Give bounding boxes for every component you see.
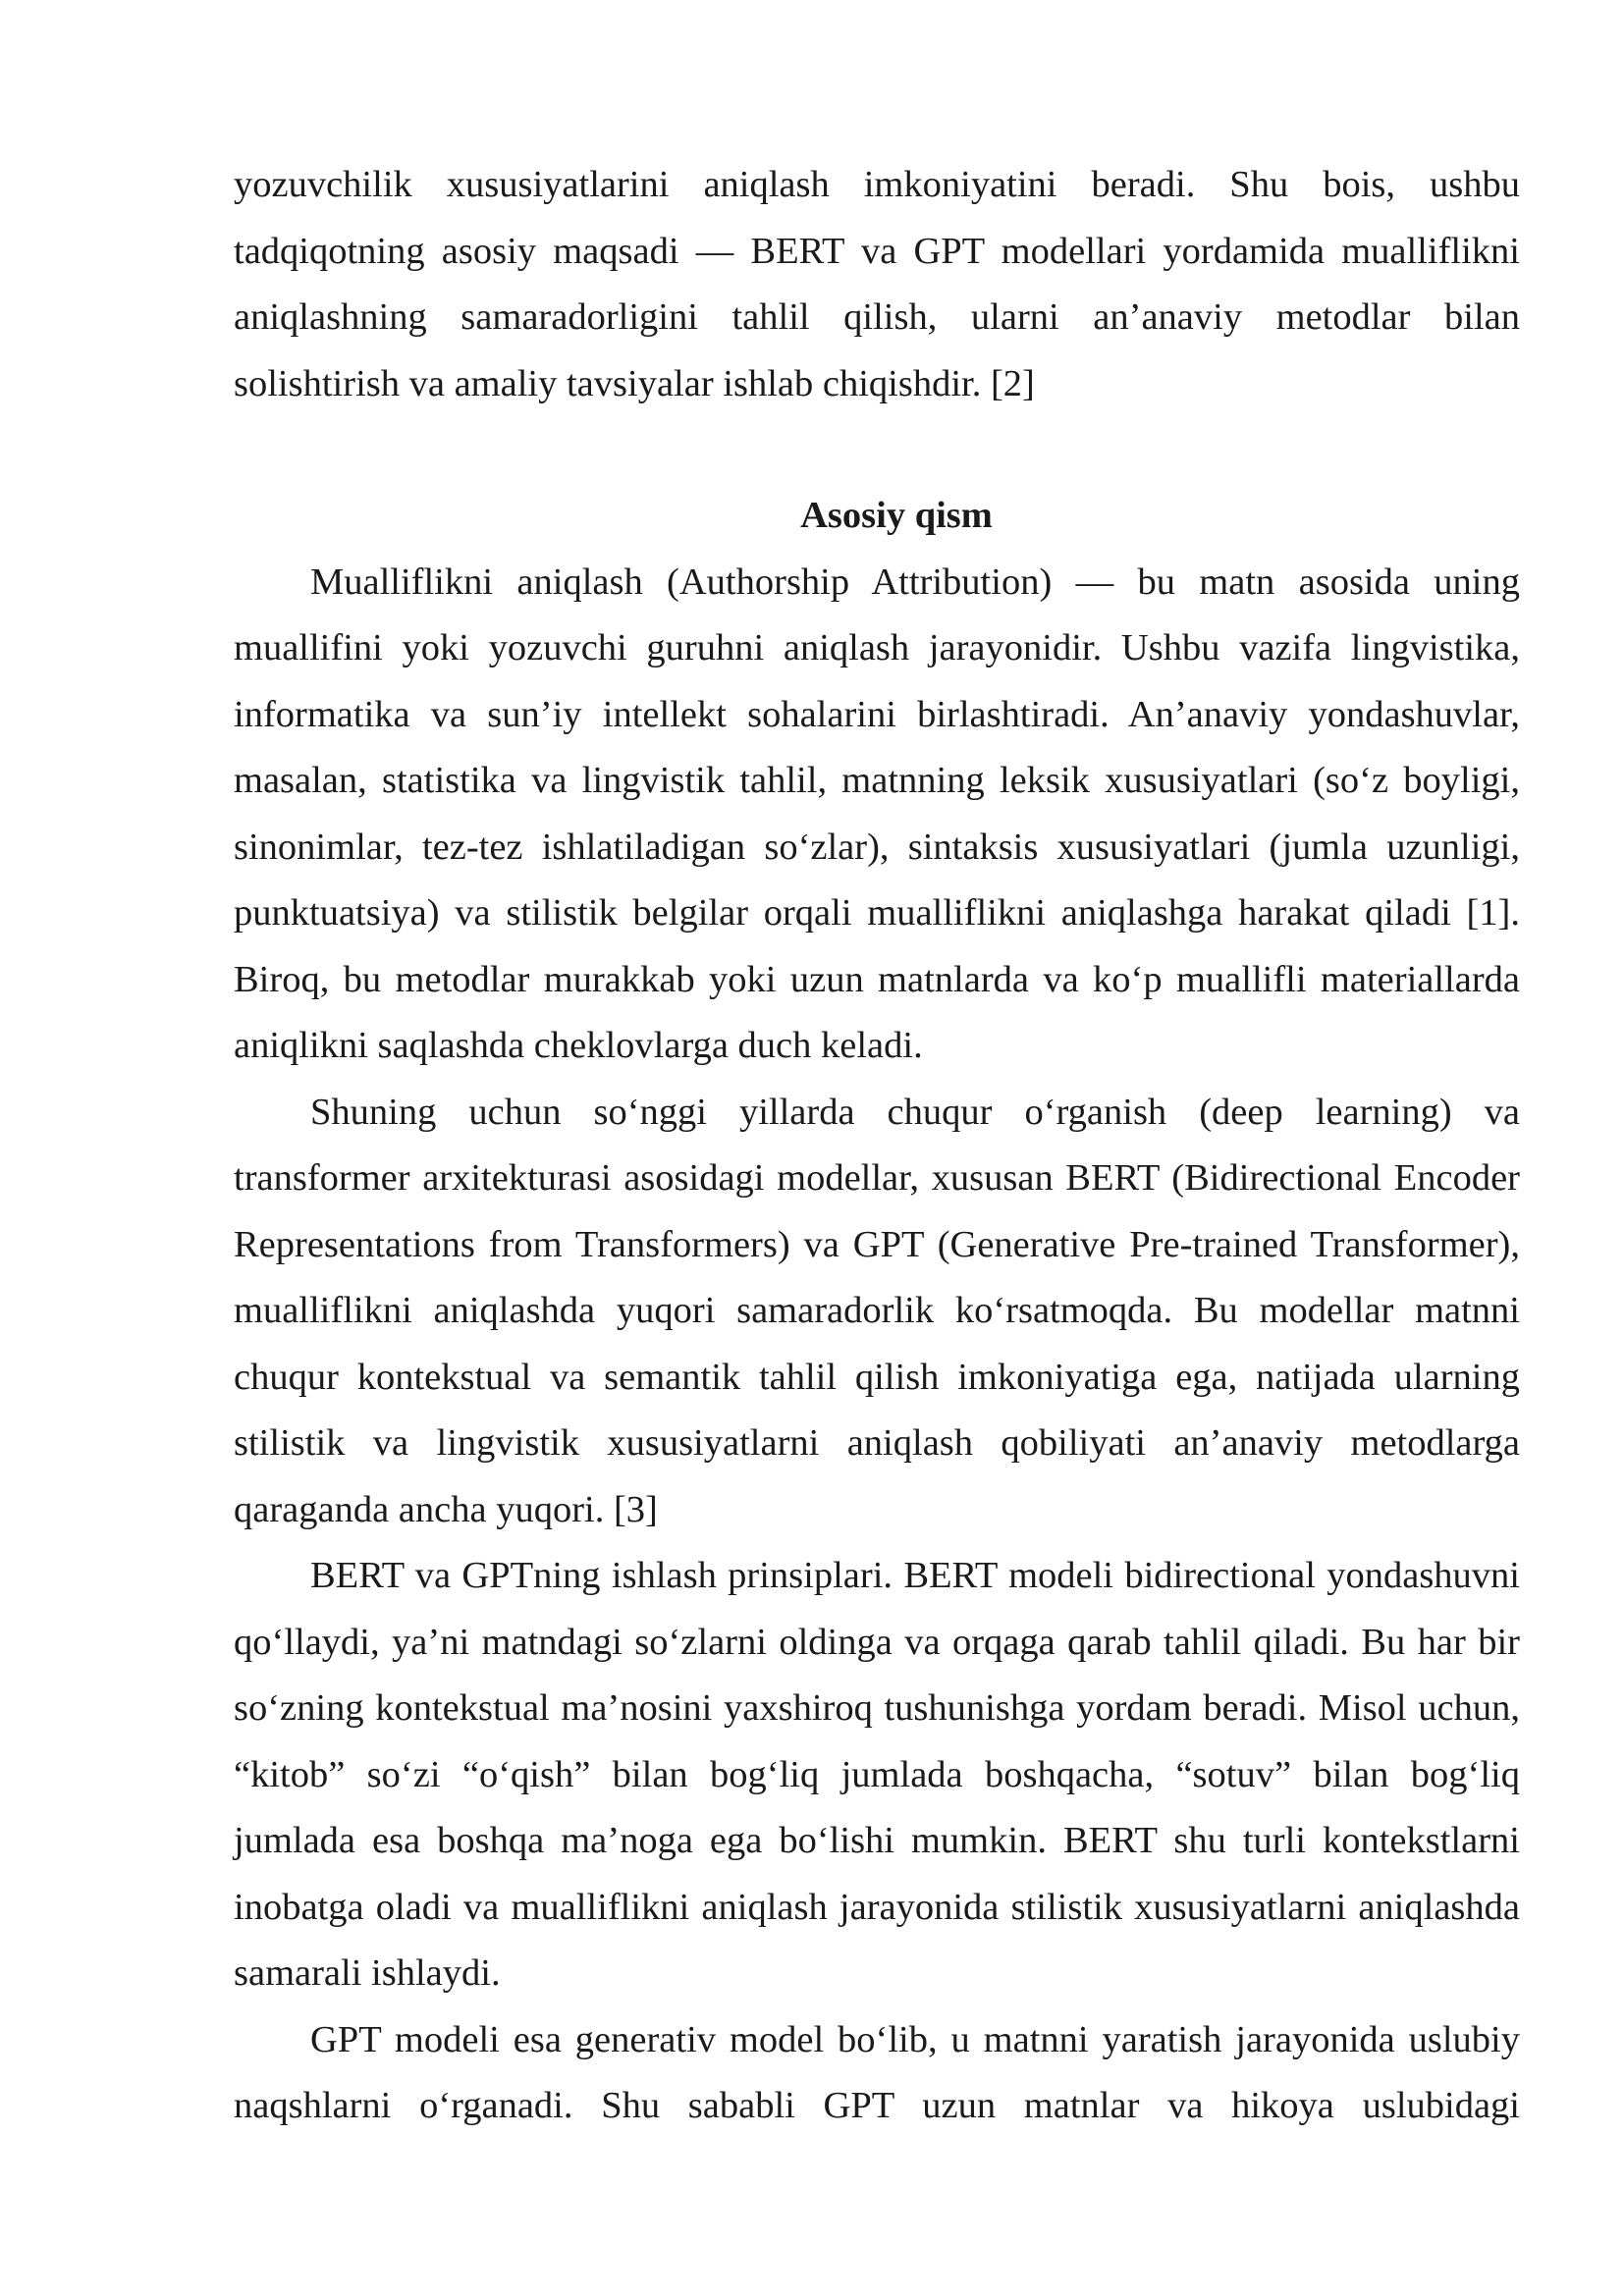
document-page (234, 152, 1520, 2140)
body-paragraph: Shuning uchun so‘nggi yillarda chuqur o‘rganish (deep learning) va transformer arxitekturasi asosidagi modellar, xususan BERT (Bidirectional Encoder Representations from Transformers) va GPT (Generative Pre-trained Transformer), mualliflikni aniqlashda yuqori samaradorlik ko‘rsatmoqda. Bu modellar matnni chuqur kontekstual va semantik tahlil qilish imkoniyatiga ega, natijada ularning stilistik va lingvistik xususiyatlarni aniqlash qobiliyati an’anaviy metodlarga qaraganda ancha yuqori. [3] (234, 1091, 1520, 1530)
section-heading: Asosiy qism (800, 495, 993, 536)
intro-paragraph: yozuvchilik xususiyatlarini aniqlash imkoniyatini beradi. Shu bois, ushbu tadqiqotning asosiy maqsadi — BERT va GPT modellari yordamida mualliflikni aniqlashning samaradorligini tahlil qilish, ularni an’anaviy metodlar bilan solishtirish va amaliy tavsiyalar ishlab chiqishdir. [2] (234, 164, 1520, 404)
body-paragraph: Mualliflikni aniqlash (Authorship Attribution) — bu matn asosida uning muallifini yoki yozuvchi guruhni aniqlash jarayonidir. Ushbu vazifa lingvistika, informatika va sun’iy intellekt sohalarini birlashtiradi. An’anaviy yondashuvlar, masalan, statistika va lingvistik tahlil, matnning leksik xususiyatlari (so‘z boyligi, sinonimlar, tez-tez ishlatiladigan so‘zlar), sintaksis xususiyatlari (jumla uzunligi, punktuatsiya) va stilistik belgilar orqali mualliflikni aniqlashga harakat qiladi [1]. Biroq, bu metodlar murakkab yoki uzun matnlarda va ko‘p muallifli materiallarda aniqlikni saqlashda cheklovlarga duch keladi. (234, 561, 1520, 1066)
body-paragraph: BERT va GPTning ishlash prinsiplari. BERT modeli bidirectional yondashuvni qo‘llaydi, ya’ni matndagi so‘zlarni oldinga va orqaga qarab tahlil qiladi. Bu har bir so‘zning kontekstual ma’nosini yaxshiroq tushunishga yordam beradi. Misol uchun, “kitob” so‘zi “o‘qish” bilan bog‘liq jumlada boshqacha, “sotuv” bilan bog‘liq jumlada esa boshqa ma’noga ega bo‘lishi mumkin. BERT shu turli kontekstlarni inobatga oladi va mualliflikni aniqlash jarayonida stilistik xususiyatlarni aniqlashda samarali ishlaydi. (234, 1555, 1520, 1994)
body-paragraph-last: GPT modeli esa generativ model bo‘lib, u matnni yaratish jarayonida uslubiy naqshlarni o‘rganadi. Shu sababli GPT uzun matnlar va hikoya uslubidagi (234, 2018, 1520, 2126)
